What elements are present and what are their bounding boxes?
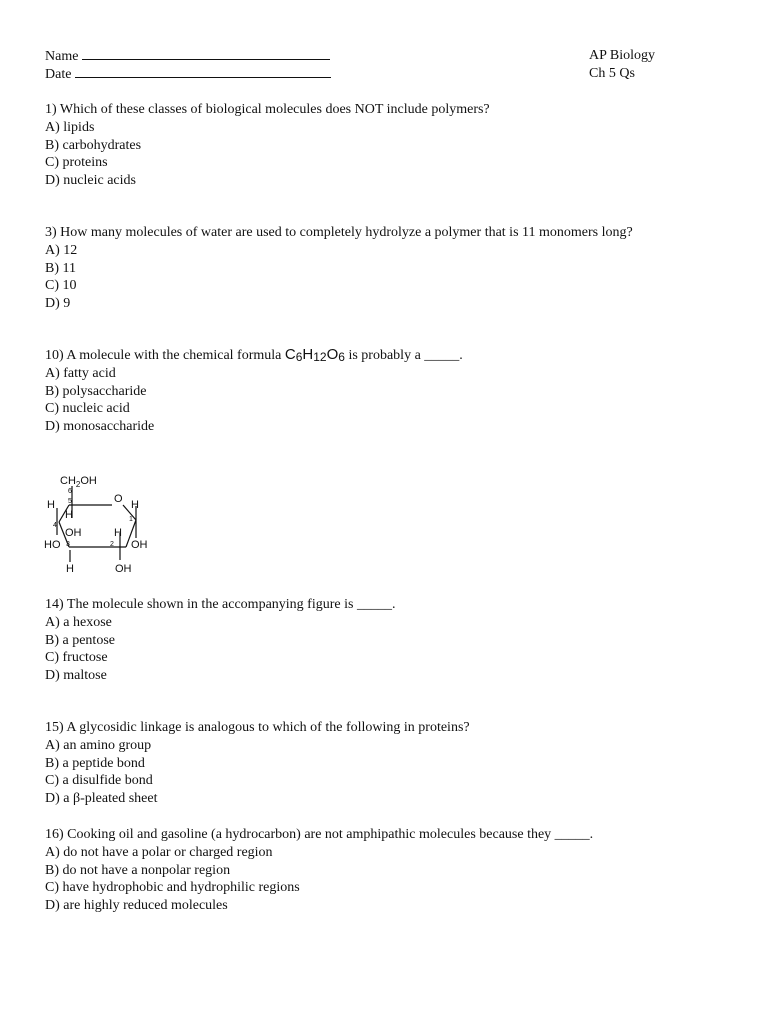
c1-h-right: H xyxy=(131,499,139,511)
glucose-structure-figure xyxy=(44,470,154,580)
formula-o-count: 6 xyxy=(338,350,345,364)
name-line xyxy=(45,47,330,66)
c5-h-below: H xyxy=(65,509,73,521)
carbon-number-1: 1 xyxy=(129,516,133,523)
prompt-before: 10) A molecule with the chemical formula xyxy=(45,348,282,363)
option-a: A) lipids xyxy=(45,119,95,135)
formula-c-count: 6 xyxy=(295,350,303,364)
option-d: D) a β-pleated sheet xyxy=(45,791,158,807)
question-1 xyxy=(45,101,490,190)
question-prompt: 16) Cooking oil and gasoline (a hydrocarbon) are not amphipathic molecules because they _____. xyxy=(45,827,594,842)
option-a: A) do not have a polar or charged region xyxy=(45,844,273,860)
c3-h-label: H xyxy=(66,563,74,575)
name-blank[interactable] xyxy=(82,47,330,60)
option-d: D) are highly reduced molecules xyxy=(45,898,228,914)
carbon-number-3: 3 xyxy=(66,541,70,548)
prompt-after: is probably a _____. xyxy=(348,348,463,363)
c4-ho-label: HO xyxy=(44,539,61,551)
course-title: AP Biology xyxy=(589,48,655,63)
option-b: B) a peptide bond xyxy=(45,755,145,771)
option-b: B) do not have a nonpolar region xyxy=(45,862,231,878)
question-14 xyxy=(45,596,395,685)
option-c: C) a disulfide bond xyxy=(45,773,153,789)
c1-oh-label: OH xyxy=(131,539,148,551)
option-b: B) polysaccharide xyxy=(45,383,147,399)
question-15 xyxy=(45,719,470,808)
option-c: C) have hydrophobic and hydrophilic regions xyxy=(45,880,300,896)
formula-h: H xyxy=(302,346,314,363)
c5-h-left: H xyxy=(47,499,55,511)
option-d: D) nucleic acids xyxy=(45,173,136,189)
chapter-title: Ch 5 Qs xyxy=(589,66,635,81)
name-label: Name xyxy=(45,49,79,64)
question-prompt: 1) Which of these classes of biological molecules does NOT include polymers? xyxy=(45,102,490,117)
formula-c: C xyxy=(284,346,296,363)
formula-o: O xyxy=(326,346,339,363)
date-line xyxy=(45,65,331,84)
question-3 xyxy=(45,224,633,313)
option-a: A) an amino group xyxy=(45,737,152,753)
option-c: C) nucleic acid xyxy=(45,401,130,417)
option-a: A) a hexose xyxy=(45,614,112,630)
chemical-formula xyxy=(285,346,345,363)
c4-oh-label: OH xyxy=(65,527,82,539)
option-b: B) 11 xyxy=(45,260,76,276)
question-10 xyxy=(45,346,463,436)
option-a: A) fatty acid xyxy=(45,365,116,381)
option-c: C) fructose xyxy=(45,650,108,666)
question-prompt: 14) The molecule shown in the accompanying figure is _____. xyxy=(45,597,396,612)
question-prompt: 3) How many molecules of water are used to completely hydrolyze a polymer that is 11 monomers long? xyxy=(45,225,633,240)
question-prompt xyxy=(45,346,463,365)
ch2oh-label: $CH_2OH$ xyxy=(60,475,97,489)
carbon-number-2: 2 xyxy=(110,541,114,548)
option-c: C) 10 xyxy=(45,278,77,294)
carbon-number-4: 4 xyxy=(53,522,57,529)
option-d: D) maltose xyxy=(45,668,107,684)
ring-oxygen-label: O xyxy=(114,493,123,505)
c2-h-label: H xyxy=(114,527,122,539)
option-a: A) 12 xyxy=(45,242,78,258)
option-b: B) a pentose xyxy=(45,632,115,648)
date-label: Date xyxy=(45,67,72,82)
carbon-number-6: 6 xyxy=(68,488,72,495)
formula-h-count: 12 xyxy=(313,350,327,364)
option-d: D) 9 xyxy=(45,296,71,312)
question-prompt: 15) A glycosidic linkage is analogous to which of the following in proteins? xyxy=(45,720,470,735)
option-b: B) carbohydrates xyxy=(45,137,142,153)
date-blank[interactable] xyxy=(75,65,331,78)
question-16 xyxy=(45,826,593,915)
c2-oh-label: OH xyxy=(115,563,132,575)
option-c: C) proteins xyxy=(45,155,108,171)
carbon-number-5: 5 xyxy=(68,498,72,505)
option-d: D) monosaccharide xyxy=(45,419,155,435)
